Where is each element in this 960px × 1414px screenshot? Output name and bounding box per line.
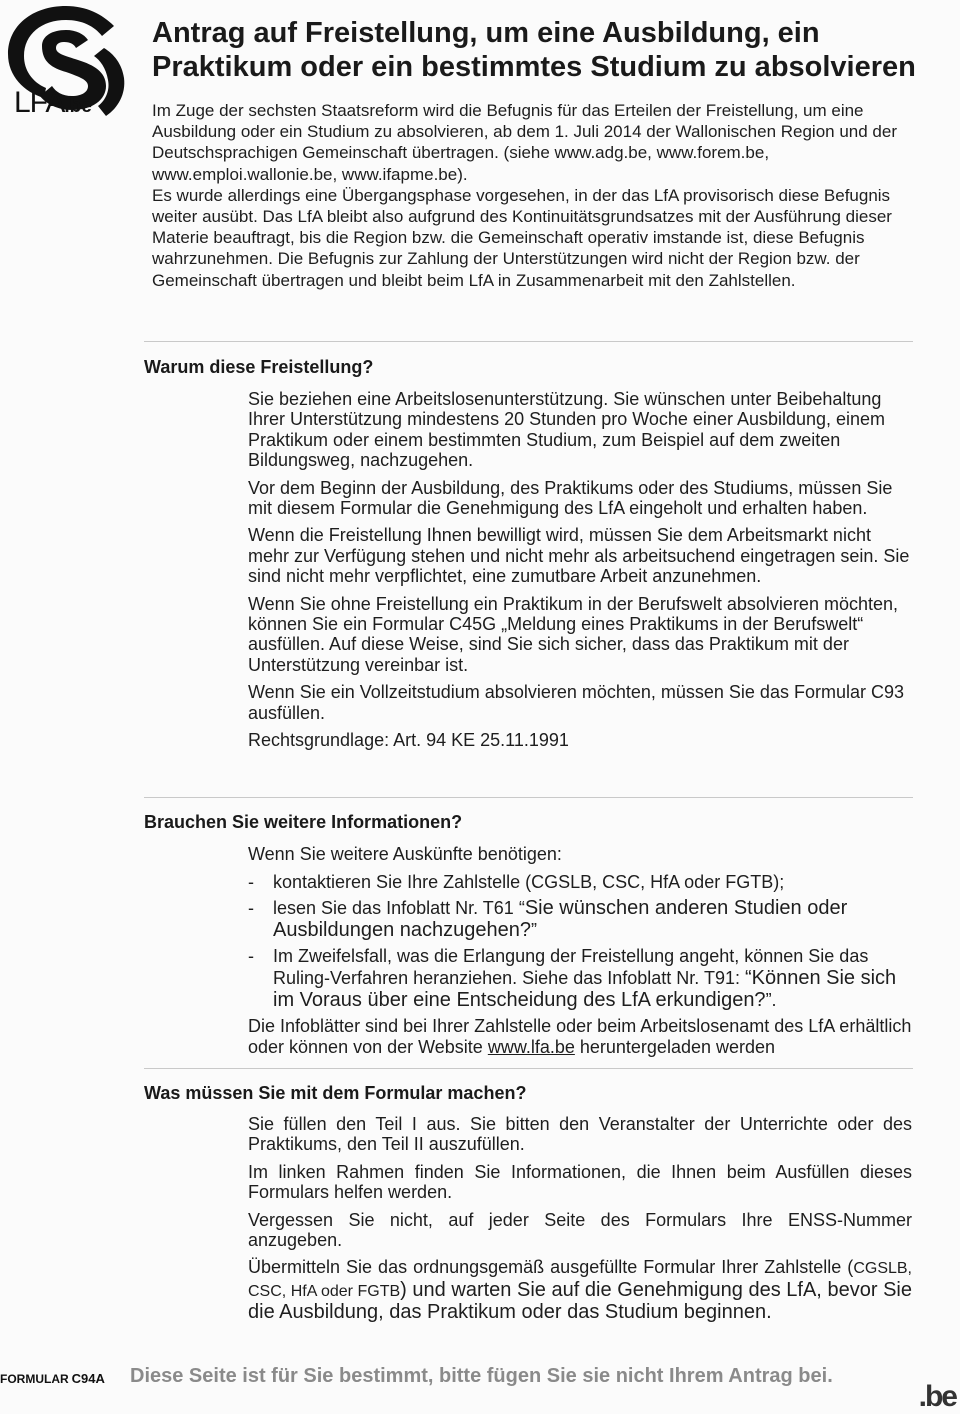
section-heading-warum: Warum diese Freistellung? (144, 357, 374, 377)
paragraph: Sie füllen den Teil I aus. Sie bitten den Veranstalter der Unterrichte oder des Praktikums, den Teil II auszufüllen. (248, 1114, 912, 1155)
divider (144, 1068, 913, 1069)
intro-text (152, 100, 922, 291)
section-heading-formular: Was müssen Sie mit dem Formular machen? (144, 1083, 527, 1103)
paragraph: Vergessen Sie nicht, auf jeder Seite des Formulars Ihre ENSS-Nummer anzugeben. (248, 1209, 912, 1251)
list-item: - lesen Sie das Infoblatt Nr. T61 “Sie wünschen anderen Studien oder Ausbildungen nachzugehen?” (248, 897, 912, 941)
list-item: - Im Zweifelsfall, was die Erlangung der Freistellung angeht, können Sie das Ruling-Verfahren heranziehen. Siehe das Infoblatt Nr. T91: “Können Sie sich im Voraus über eine Entscheidung des LfA erkundigen?”. (248, 945, 912, 1011)
paragraph: Die Infoblätter sind bei Ihrer Zahlstelle oder beim Arbeitslosenamt des LfA erhältlich oder können von der Website www.lfa.be heruntergeladen werden (248, 1016, 912, 1057)
section-informationen-body (248, 844, 912, 1064)
footer-note: Diese Seite ist für Sie bestimmt, bitte fügen Sie sie nicht Ihrem Antrag bei. (130, 1365, 833, 1387)
logo-wordmark: LFA.be (14, 86, 92, 119)
section-warum-body (248, 389, 912, 758)
paragraph: Sie beziehen eine Arbeitslosenunterstützung. Sie wünschen unter Beibehaltung Ihrer Unterstützung mindestens 20 Stunden pro Woche einer Ausbildung, einem Praktikum oder einem bestimmten Studium, zum Beispiel auf dem zweiten Bildungsweg, nachzugehen. (248, 389, 886, 471)
be-logo: .be (918, 1380, 956, 1413)
list-item: - kontaktieren Sie Ihre Zahlstelle (CGSLB, CSC, HfA oder FGTB); (248, 871, 912, 893)
paragraph: Vor dem Beginn der Ausbildung, des Praktikums oder des Studiums, müssen Sie mit diesem Formular die Genehmigung des LfA eingeholt und erhalten haben. (248, 477, 893, 519)
intro-paragraph: Im Zuge der sechsten Staatsreform wird die Befugnis für das Erteilen der Freistellung, um eine Ausbildung oder ein Studium zu absolvieren, ab dem 1. Juli 2014 der Wallonischen Region und der Deutschsprachigen Gemeinschaft übertragen. (siehe www.adg.be, www.forem.be, www.emploi.wallonie.be, www.ifapme.be). (152, 101, 897, 184)
divider (144, 341, 913, 342)
section-formular-body (248, 1114, 912, 1330)
paragraph: Wenn Sie ohne Freistellung ein Praktikum in der Berufswelt absolvieren möchten, können Sie ein Formular C45G „Meldung eines Praktikums in der Berufswelt“ ausfüllen. Auf diese Weise, sind Sie sich sicher, dass das Praktikum mit der Unterstützung vereinbar ist. (248, 593, 898, 675)
legal-basis: Rechtsgrundlage: Art. 94 KE 25.11.1991 (248, 730, 569, 751)
paragraph: Wenn Sie ein Vollzeitstudium absolvieren möchten, müssen Sie das Formular C93 ausfüllen. (248, 682, 904, 723)
website-link[interactable]: www.lfa.be (487, 1036, 575, 1057)
paragraph: Wenn die Freistellung Ihnen bewilligt wird, müssen Sie dem Arbeitsmarkt nicht mehr zur Verfügung stehen und nicht mehr als arbeitsuchend eingetragen sein. Sie sind nicht mehr verpflichtet, eine zumutbare Arbeit anzunehmen. (248, 525, 910, 587)
section-heading-informationen: Brauchen Sie weitere Informationen? (144, 812, 463, 832)
paragraph: Wenn Sie weitere Auskünfte benötigen: (248, 844, 562, 864)
intro-paragraph: Es wurde allerdings eine Übergangsphase vorgesehen, in der das LfA provisorisch diese Befugnis weiter ausübt. Das LfA bleibt also aufgrund des Kontinuitätsgrundsatzes mit der Ausführung dieser Materie beauftragt, bis die Region bzw. die Gemeinschaft operativ imstande ist, diese Befugnis wahrzunehmen. Die Befugnis zur Zahlung der Unterstützungen wird nicht der Region bzw. der Gemeinschaft übertragen und bleibt beim LfA in Zusammenarbeit mit den Zahlstellen. (152, 185, 892, 290)
paragraph: Im linken Rahmen finden Sie Informationen, die Ihnen beim Ausfüllen dieses Formulars helfen werden. (248, 1161, 912, 1203)
form-code: FORMULAR C94A (0, 1371, 105, 1386)
divider (144, 797, 913, 798)
page-title: Antrag auf Freistellung, um eine Ausbildung, ein Praktikum oder ein bestimmtes Studium zu absolvieren (152, 17, 916, 83)
paragraph: Übermitteln Sie das ordnungsgemäß ausgefüllte Formular Ihrer Zahlstelle (CGSLB, CSC, HfA oder FGTB) und warten Sie auf die Genehmigung des LfA, bevor Sie die Ausbildung, das Praktikum oder das Studium beginnen. (248, 1257, 912, 1324)
info-list (248, 871, 912, 1011)
